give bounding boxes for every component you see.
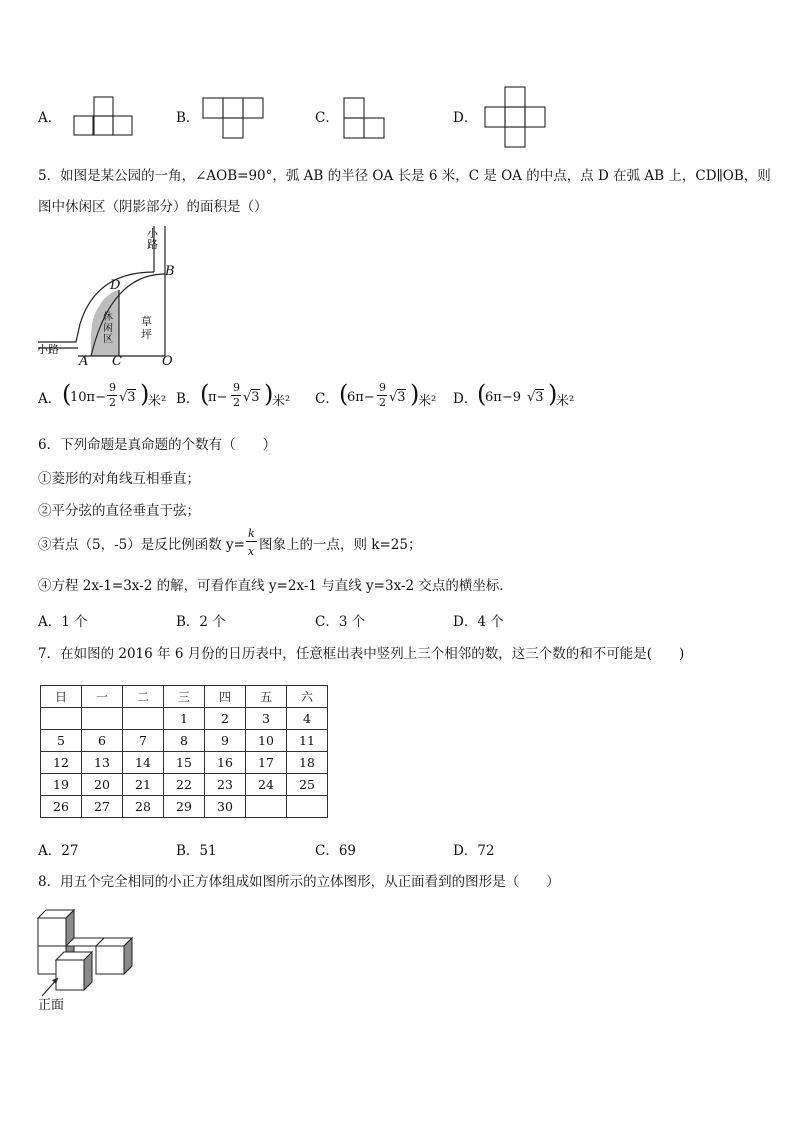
q5-point-c: C bbox=[112, 354, 122, 369]
calendar-row bbox=[41, 752, 328, 774]
q8-front-label: 正面 bbox=[38, 998, 65, 1013]
calendar-header-cell: 日 bbox=[41, 686, 82, 708]
calendar-header-cell: 五 bbox=[246, 686, 287, 708]
q5-option-c-label[interactable]: C． bbox=[315, 391, 339, 407]
q4-option-b-figure bbox=[203, 98, 265, 140]
calendar-cell: 18 bbox=[287, 752, 328, 774]
q5-point-b: B bbox=[165, 264, 175, 279]
calendar-cell: 25 bbox=[287, 774, 328, 796]
calendar-cell: 6 bbox=[82, 730, 123, 752]
calendar-cell: 8 bbox=[164, 730, 205, 752]
calendar-cell: 14 bbox=[123, 752, 164, 774]
q7-option-b[interactable]: B．51 bbox=[176, 843, 217, 859]
calendar-cell: 9 bbox=[205, 730, 246, 752]
q6-option-a[interactable]: A．1 个 bbox=[38, 614, 88, 630]
calendar-cell: 7 bbox=[123, 730, 164, 752]
q5-road-top-label: 小路 bbox=[147, 227, 158, 251]
calendar-cell: 16 bbox=[205, 752, 246, 774]
q5-rest-area-label: 休闲区 bbox=[103, 312, 113, 345]
q5-stem-line2: 图中休闲区（阴影部分）的面积是（） bbox=[38, 199, 268, 215]
calendar-cell bbox=[41, 708, 82, 730]
q4-option-c-label[interactable]: C． bbox=[315, 110, 339, 126]
q4-option-d-label[interactable]: D． bbox=[453, 110, 478, 126]
q6-item4: ④方程 2x-1=3x-2 的解，可看作直线 y=2x-1 与直线 y=3x-2 交点的横坐标． bbox=[38, 578, 513, 594]
calendar-cell: 29 bbox=[164, 796, 205, 818]
calendar-cell: 19 bbox=[41, 774, 82, 796]
calendar-cell: 11 bbox=[287, 730, 328, 752]
q4-option-d-figure bbox=[485, 87, 547, 149]
calendar-row bbox=[41, 730, 328, 752]
calendar-cell: 3 bbox=[246, 708, 287, 730]
calendar-header-cell: 二 bbox=[123, 686, 164, 708]
calendar-cell bbox=[287, 796, 328, 818]
calendar-cell: 13 bbox=[82, 752, 123, 774]
q5-option-a-label[interactable]: A． bbox=[38, 391, 62, 407]
q5-grass-label: 草坪 bbox=[141, 315, 152, 341]
calendar-cell bbox=[123, 708, 164, 730]
calendar-cell: 21 bbox=[123, 774, 164, 796]
q7-option-c[interactable]: C．69 bbox=[315, 843, 357, 859]
calendar-cell: 26 bbox=[41, 796, 82, 818]
q6-item2: ②平分弦的直径垂直于弦； bbox=[38, 503, 200, 519]
calendar-header-cell: 四 bbox=[205, 686, 246, 708]
calendar-cell: 12 bbox=[41, 752, 82, 774]
calendar-row bbox=[41, 796, 328, 818]
calendar-cell: 23 bbox=[205, 774, 246, 796]
q5-option-b-label[interactable]: B． bbox=[176, 391, 200, 407]
calendar-cell: 4 bbox=[287, 708, 328, 730]
calendar-header-row bbox=[41, 686, 328, 708]
q4-option-c-figure bbox=[344, 98, 386, 140]
q4-option-a-label[interactable]: A． bbox=[38, 110, 62, 126]
q6-option-c[interactable]: C．3 个 bbox=[315, 614, 366, 630]
q5-point-a: A bbox=[79, 354, 89, 369]
q7-option-a[interactable]: A．27 bbox=[38, 843, 79, 859]
calendar-table bbox=[40, 685, 328, 818]
calendar-cell: 10 bbox=[246, 730, 287, 752]
q8-stem: 8．用五个完全相同的小正方体组成如图所示的立体图形，从正面看到的图形是（ ） bbox=[38, 874, 560, 890]
calendar-row bbox=[41, 774, 328, 796]
calendar-cell bbox=[246, 796, 287, 818]
q4-option-a-figure bbox=[74, 97, 134, 137]
calendar-cell: 1 bbox=[164, 708, 205, 730]
calendar-header-cell: 一 bbox=[82, 686, 123, 708]
calendar-cell: 20 bbox=[82, 774, 123, 796]
calendar-header-cell: 六 bbox=[287, 686, 328, 708]
calendar-cell: 30 bbox=[205, 796, 246, 818]
q6-stem: 6．下列命题是真命题的个数有（ ） bbox=[38, 437, 277, 453]
calendar-header-cell: 三 bbox=[164, 686, 205, 708]
calendar-cell: 28 bbox=[123, 796, 164, 818]
q6-option-b[interactable]: B．2 个 bbox=[176, 614, 226, 630]
q7-option-d[interactable]: D．72 bbox=[453, 843, 495, 859]
q6-option-d[interactable]: D．4 个 bbox=[453, 614, 504, 630]
calendar-cell: 27 bbox=[82, 796, 123, 818]
q4-option-b-label[interactable]: B． bbox=[176, 110, 200, 126]
q5-option-d-label[interactable]: D． bbox=[453, 391, 478, 407]
calendar-cell: 2 bbox=[205, 708, 246, 730]
q5-road-left-label: 小路 bbox=[37, 343, 59, 356]
q5-point-d: D bbox=[110, 278, 121, 293]
calendar-cell: 17 bbox=[246, 752, 287, 774]
calendar-cell: 15 bbox=[164, 752, 205, 774]
q6-item3: ③若点（5，-5）是反比例函数 y= $\frac{k}{x}$ 图象上的一点，则 k=25； bbox=[38, 526, 422, 558]
q7-stem: 7．在如图的 2016 年 6 月份的日历表中，任意框出表中竖列上三个相邻的数，这三个数的和不可能是( ) bbox=[38, 646, 685, 662]
calendar-cell: 5 bbox=[41, 730, 82, 752]
q6-item1: ①菱形的对角线互相垂直； bbox=[38, 471, 200, 487]
calendar-cell: 24 bbox=[246, 774, 287, 796]
calendar-cell bbox=[82, 708, 123, 730]
calendar-row bbox=[41, 708, 328, 730]
calendar-cell: 22 bbox=[164, 774, 205, 796]
q5-stem-line1: 5．如图是某公园的一角，∠AOB=90°，弧 AB 的半径 OA 长是 6 米，C 是 OA 的中点，点 D 在弧 AB 上，CD∥OB，则 bbox=[38, 168, 771, 184]
q5-point-o: O bbox=[162, 354, 173, 369]
